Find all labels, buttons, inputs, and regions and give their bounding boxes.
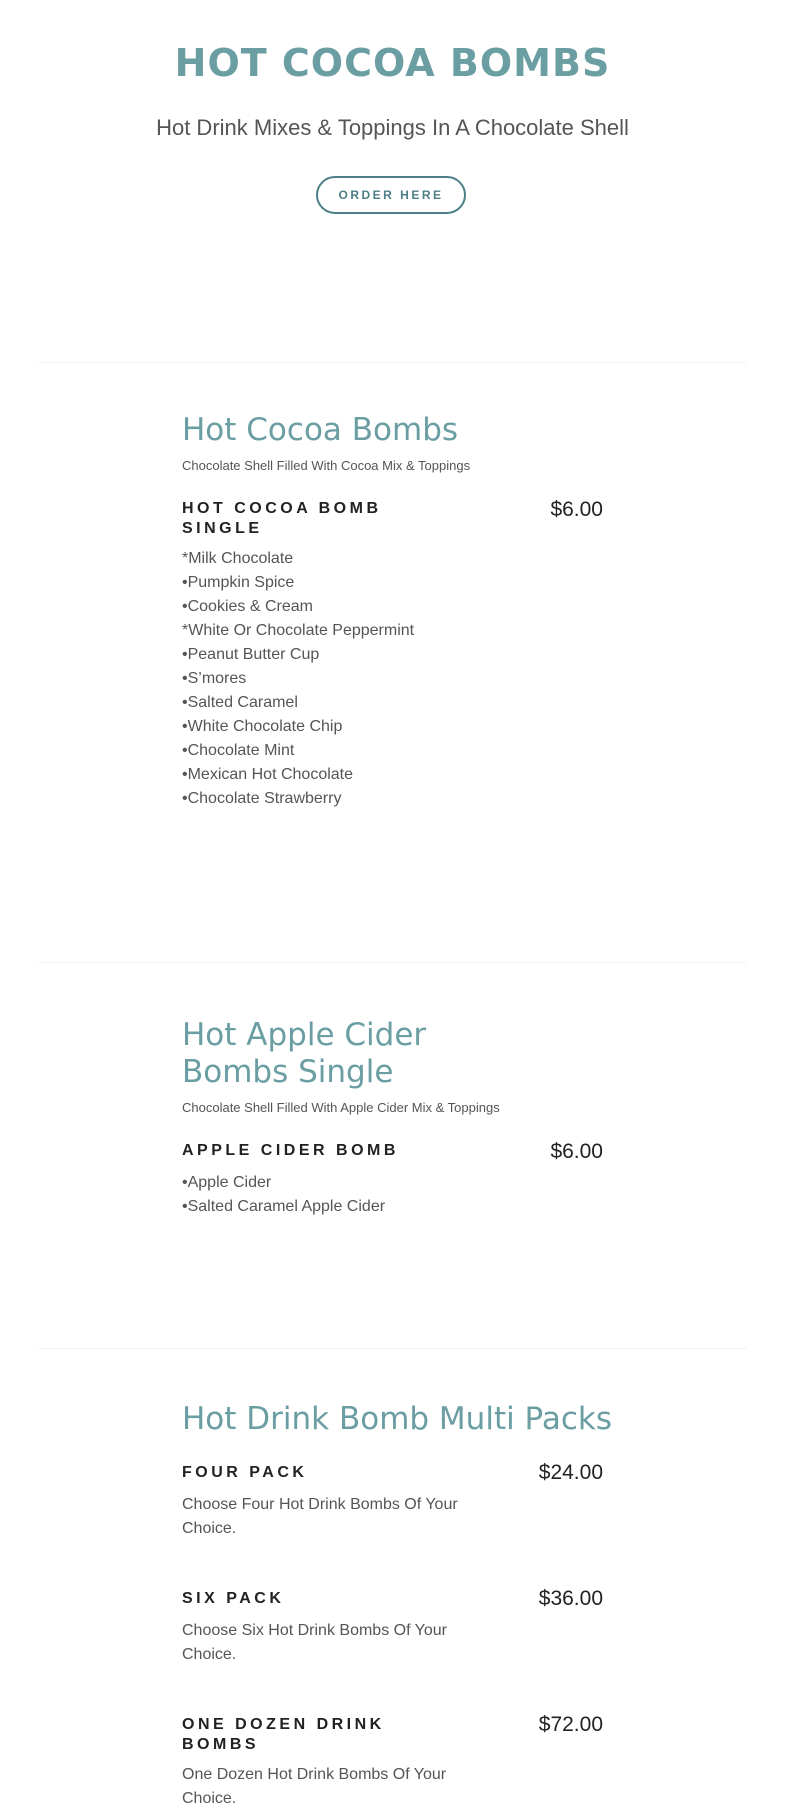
section-divider bbox=[38, 362, 747, 363]
menu-item-price: $72.00 bbox=[538, 1713, 603, 1736]
menu-item-description: Choose Six Hot Drink Bombs Of Your Choice. bbox=[182, 1622, 448, 1663]
order-here-button[interactable]: ORDER HERE bbox=[316, 176, 466, 214]
menu-item-price: $6.00 bbox=[550, 498, 603, 521]
list-item: •Apple Cider bbox=[182, 1174, 272, 1191]
list-item: •White Chocolate Chip bbox=[182, 718, 343, 735]
menu-item-name: HOT COCOA BOMB SINGLE bbox=[182, 500, 382, 537]
list-item: •Salted Caramel bbox=[182, 694, 298, 711]
list-item: •Chocolate Mint bbox=[182, 742, 295, 759]
section-title-multi-packs: Hot Drink Bomb Multi Packs bbox=[182, 1401, 613, 1437]
flavor-list bbox=[182, 1171, 385, 1219]
menu-item-price: $24.00 bbox=[538, 1461, 603, 1484]
section-title-hot-cocoa-bombs: Hot Cocoa Bombs bbox=[182, 412, 459, 448]
section-divider bbox=[38, 1348, 747, 1349]
menu-item-description: One Dozen Hot Drink Bombs Of Your Choice. bbox=[182, 1766, 447, 1807]
list-item: •Mexican Hot Chocolate bbox=[182, 766, 354, 783]
section-description: Chocolate Shell Filled With Apple Cider Mix & Toppings bbox=[182, 1100, 500, 1115]
section-divider bbox=[38, 962, 747, 963]
list-item: *White Or Chocolate Peppermint bbox=[182, 622, 415, 639]
hero-section bbox=[0, 0, 785, 300]
flavor-list bbox=[182, 547, 414, 811]
menu-item-name: APPLE CIDER BOMB bbox=[182, 1142, 399, 1159]
list-item: •Peanut Butter Cup bbox=[182, 646, 320, 663]
menu-item-name: SIX PACK bbox=[182, 1590, 285, 1607]
menu-item-name: ONE DOZEN DRINK BOMBS bbox=[182, 1716, 385, 1753]
menu-item-price: $6.00 bbox=[550, 1140, 603, 1163]
list-item: •Chocolate Strawberry bbox=[182, 790, 342, 807]
list-item: *Milk Chocolate bbox=[182, 550, 294, 567]
page-subtitle: Hot Drink Mixes & Toppings In A Chocolate Shell bbox=[156, 115, 629, 140]
list-item: •S’mores bbox=[182, 670, 247, 687]
menu-item-name: FOUR PACK bbox=[182, 1464, 308, 1481]
menu-item-price: $36.00 bbox=[538, 1587, 603, 1610]
page-title: HOT COCOA BOMBS bbox=[174, 41, 611, 85]
section-description: Chocolate Shell Filled With Cocoa Mix & Toppings bbox=[182, 458, 471, 473]
menu-item-description: Choose Four Hot Drink Bombs Of Your Choice. bbox=[182, 1496, 458, 1537]
list-item: •Pumpkin Spice bbox=[182, 574, 295, 591]
list-item: •Salted Caramel Apple Cider bbox=[182, 1198, 386, 1215]
list-item: •Cookies & Cream bbox=[182, 598, 313, 615]
section-title-apple-cider-bombs: Hot Apple Cider Bombs Single bbox=[182, 1017, 427, 1090]
